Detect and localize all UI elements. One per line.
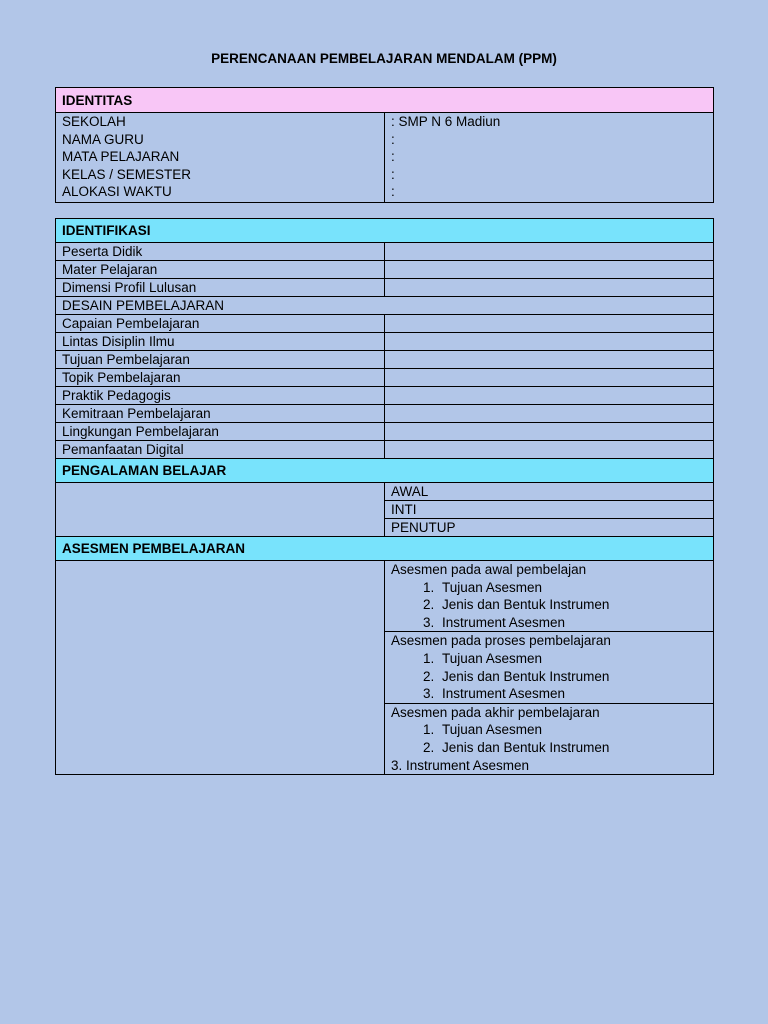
table-row — [56, 297, 714, 315]
document-title: PERENCANAAN PEMBELAJARAN MENDALAM (PPM) — [211, 51, 557, 66]
asesmen-akhir-last: 3. Instrument Asesmen — [391, 757, 530, 773]
row-label: Kemitraan Pembelajaran — [56, 405, 385, 423]
value-nama-guru: : — [391, 131, 395, 147]
row-label: Tujuan Pembelajaran — [56, 351, 385, 369]
list-item: 1. Tujuan Asesmen — [438, 721, 707, 739]
pengalaman-inti: INTI — [385, 501, 714, 519]
table-row — [56, 315, 714, 333]
table-row — [56, 483, 714, 501]
table-row — [56, 405, 714, 423]
table-row — [56, 243, 714, 261]
list-item: 2. Jenis dan Bentuk Instrumen — [438, 668, 707, 686]
row-label: Pemanfaatan Digital — [56, 441, 385, 459]
value-mata-pelajaran: : — [391, 149, 395, 165]
list-item: 3. Instrument Asesmen — [438, 685, 707, 703]
table-row — [56, 261, 714, 279]
row-label: Lintas Disiplin Ilmu — [56, 333, 385, 351]
identifikasi-header: IDENTIFIKASI — [56, 219, 714, 243]
value-alokasi-waktu: : — [391, 184, 395, 200]
row-label: Topik Pembelajaran — [56, 369, 385, 387]
row-label: Praktik Pedagogis — [56, 387, 385, 405]
row-value — [385, 369, 714, 387]
row-label: Capaian Pembelajaran — [56, 315, 385, 333]
row-value — [385, 351, 714, 369]
row-label: Dimensi Profil Lulusan — [56, 279, 385, 297]
table-row — [56, 351, 714, 369]
row-value — [385, 261, 714, 279]
pengalaman-penutup: PENUTUP — [385, 519, 714, 537]
row-value — [385, 405, 714, 423]
identitas-table — [55, 87, 714, 203]
pengalaman-awal: AWAL — [385, 483, 714, 501]
asesmen-proses — [385, 632, 714, 703]
asesmen-akhir — [385, 703, 714, 774]
list-item: 1. Tujuan Asesmen — [438, 650, 707, 668]
table-row — [56, 333, 714, 351]
table-row — [56, 441, 714, 459]
desain-header: DESAIN PEMBELAJARAN — [56, 297, 714, 315]
row-label: Lingkungan Pembelajaran — [56, 423, 385, 441]
identitas-values — [385, 113, 714, 203]
table-row — [56, 369, 714, 387]
list-item: 2. Jenis dan Bentuk Instrumen — [438, 596, 707, 614]
label-alokasi-waktu: ALOKASI WAKTU — [62, 184, 172, 200]
value-sekolah: : SMP N 6 Madiun — [391, 114, 501, 129]
row-value — [385, 423, 714, 441]
label-mata-pelajaran: MATA PELAJARAN — [62, 149, 180, 165]
asesmen-awal — [385, 561, 714, 632]
label-nama-guru: NAMA GURU — [62, 131, 144, 147]
table-row — [56, 279, 714, 297]
row-value — [385, 387, 714, 405]
row-value — [385, 441, 714, 459]
list-item: 1. Tujuan Asesmen — [438, 579, 707, 597]
identifikasi-table — [55, 218, 714, 775]
list-item: 2. Jenis dan Bentuk Instrumen — [438, 739, 707, 757]
asesmen-akhir-title: Asesmen pada akhir pembelajaran — [391, 704, 600, 720]
asesmen-proses-list — [391, 650, 707, 703]
table-row — [56, 423, 714, 441]
pengalaman-header: PENGALAMAN BELAJAR — [56, 459, 714, 483]
pengalaman-label-cell — [56, 483, 385, 537]
row-value — [385, 243, 714, 261]
row-label: Peserta Didik — [56, 243, 385, 261]
row-value — [385, 279, 714, 297]
asesmen-label-cell — [56, 561, 385, 775]
row-value — [385, 315, 714, 333]
value-kelas-semester: : — [391, 166, 395, 182]
list-item: 3. Instrument Asesmen — [438, 614, 707, 632]
identitas-header: IDENTITAS — [56, 88, 714, 113]
label-kelas-semester: KELAS / SEMESTER — [62, 166, 192, 182]
asesmen-proses-title: Asesmen pada proses pembelajaran — [391, 633, 611, 649]
asesmen-header: ASESMEN PEMBELAJARAN — [56, 537, 714, 561]
identitas-labels — [56, 113, 385, 203]
asesmen-akhir-list — [391, 721, 707, 756]
label-sekolah: SEKOLAH — [62, 114, 126, 129]
row-value — [385, 333, 714, 351]
asesmen-awal-list — [391, 579, 707, 632]
row-label: Mater Pelajaran — [56, 261, 385, 279]
asesmen-awal-title: Asesmen pada awal pembelajan — [391, 562, 587, 577]
table-row — [56, 387, 714, 405]
